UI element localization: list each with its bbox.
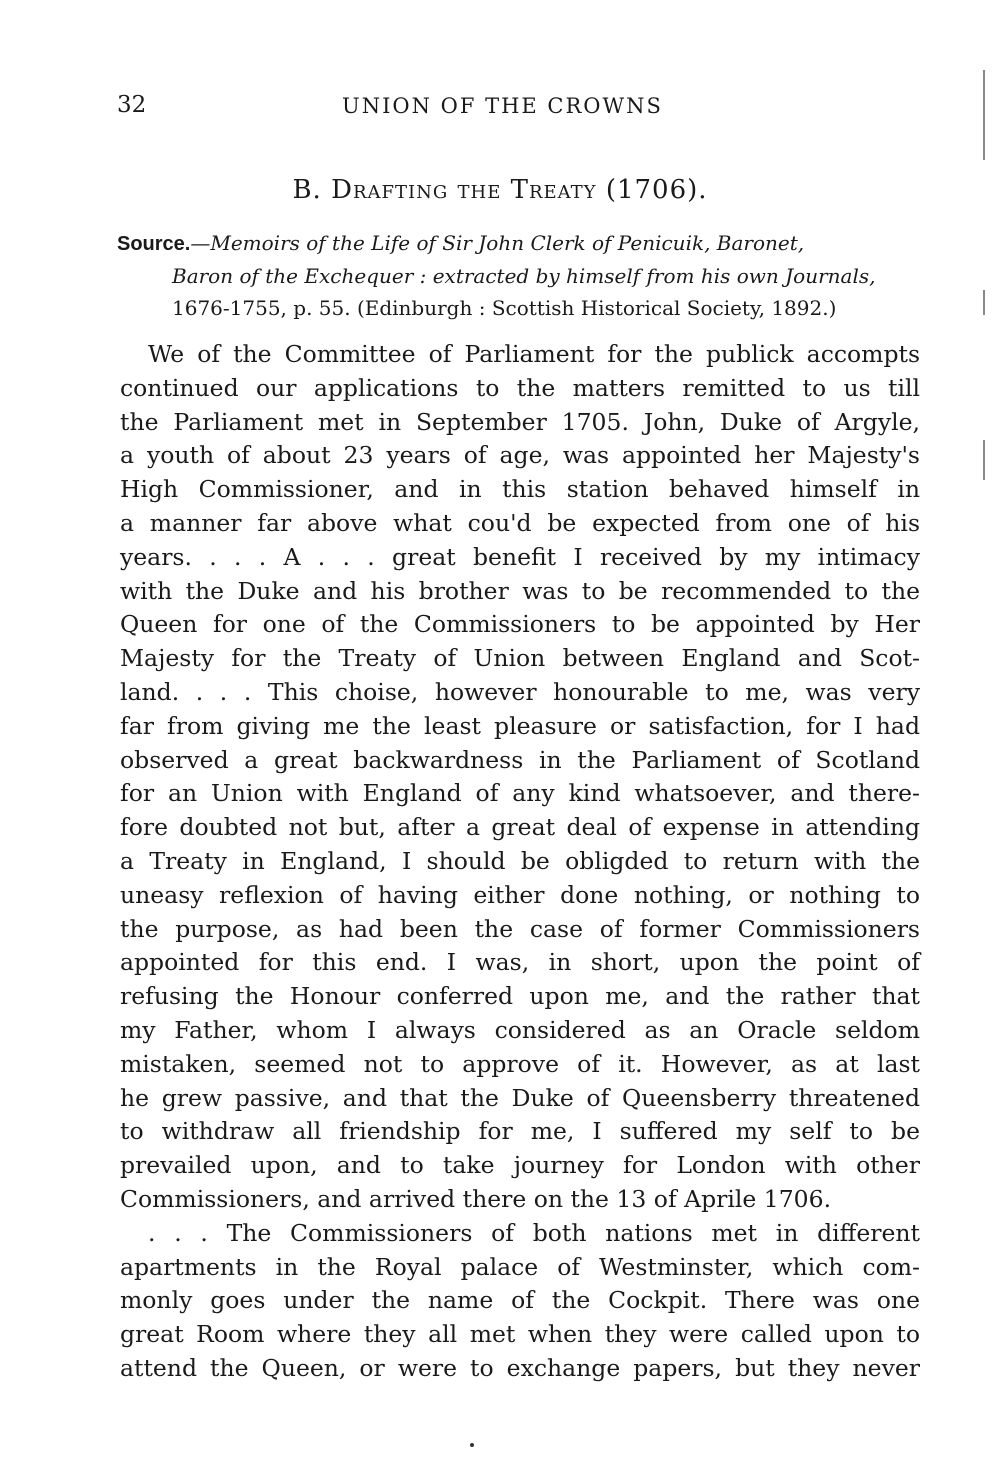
body-line: far from giving me the least pleasure or satisfaction, for I had xyxy=(120,711,920,740)
body-line: appointed for this end. I was, in short, upon the point of xyxy=(120,948,920,977)
body-line: attend the Queen, or were to exchange papers, but they never xyxy=(120,1353,920,1382)
body-line: Queen for one of the Commissioners to be appointed by Her xyxy=(120,610,920,639)
source-title-part-1: —Memoirs of the Life of Sir John Clerk of Penicuik, Baronet, xyxy=(190,231,805,255)
body-line: We of the Committee of Parliament for the publick accompts xyxy=(148,340,920,368)
running-head xyxy=(117,92,920,122)
body-line: years. . . . A . . . great benefit I received by my intimacy xyxy=(120,542,920,571)
source-line-1 xyxy=(117,227,920,260)
body-line: Majesty for the Treaty of Union between England and Scot- xyxy=(120,644,920,673)
body-line: continued our applications to the matters remitted to us till xyxy=(120,373,920,402)
body-line: for an Union with England of any kind whatsoever, and there- xyxy=(120,779,920,808)
body-line: High Commissioner, and in this station behaved himself in xyxy=(120,475,920,504)
body-line: land. . . . This choise, however honourable to me, was very xyxy=(120,677,920,706)
source-label: Source. xyxy=(117,233,191,255)
body-line: great Room where they all met when they were called upon to xyxy=(120,1320,920,1349)
body-line: a Treaty in England, I should be obligded to return with the xyxy=(120,846,920,875)
source-citation xyxy=(117,227,920,324)
body-line: to withdraw all friendship for me, I suffered my self to be xyxy=(120,1117,920,1146)
body-line: apartments in the Royal palace of Westminster, which com- xyxy=(120,1252,920,1281)
section-heading xyxy=(0,175,1000,205)
body-line: prevailed upon, and to take journey for London with other xyxy=(120,1151,920,1180)
body-line: the Parliament met in September 1705. John, Duke of Argyle, xyxy=(120,407,920,436)
body-line: monly goes under the name of the Cockpit. There was one xyxy=(120,1286,920,1315)
body-line: a youth of about 23 years of age, was appointed her Majesty's xyxy=(120,441,920,470)
body-line: refusing the Honour conferred upon me, and the rather that xyxy=(120,982,920,1011)
section-heading-prefix: B. xyxy=(292,175,322,205)
footer-dot xyxy=(470,1443,474,1447)
body-line: a manner far above what cou'd be expected from one of his xyxy=(120,508,920,537)
body-line: mistaken, seemed not to approve of it. However, as at last xyxy=(120,1049,920,1078)
body-line: he grew passive, and that the Duke of Queensberry threatened xyxy=(120,1083,920,1112)
body-line: Commissioners, and arrived there on the 13 of Aprile 1706. xyxy=(120,1184,832,1213)
page-number: 32 xyxy=(117,92,147,118)
body-line: . . . The Commissioners of both nations met in different xyxy=(148,1218,920,1247)
body-line: my Father, whom I always considered as an Oracle seldom xyxy=(120,1015,920,1044)
scan-margin-mark xyxy=(983,70,985,160)
scan-margin-mark xyxy=(983,290,985,315)
body-line: uneasy reflexion of having either done nothing, or nothing to xyxy=(120,880,920,909)
source-line-2: Baron of the Exchequer : extracted by himself from his own Journals, xyxy=(172,264,876,288)
source-line-3: 1676-1755, p. 55. (Edinburgh : Scottish Historical Society, 1892.) xyxy=(172,296,837,320)
body-line: observed a great backwardness in the Parliament of Scotland xyxy=(120,745,920,774)
body-line: with the Duke and his brother was to be recommended to the xyxy=(120,576,920,605)
scan-margin-mark xyxy=(983,440,985,480)
section-heading-year: (1706). xyxy=(605,175,708,205)
body-line: the purpose, as had been the case of former Commissioners xyxy=(120,914,920,943)
body-line: fore doubted not but, after a great deal of expense in attending xyxy=(120,813,920,842)
running-title: UNION OF THE CROWNS xyxy=(342,94,663,118)
section-heading-title: Drafting the Treaty xyxy=(331,175,597,205)
body-text xyxy=(120,338,920,1386)
